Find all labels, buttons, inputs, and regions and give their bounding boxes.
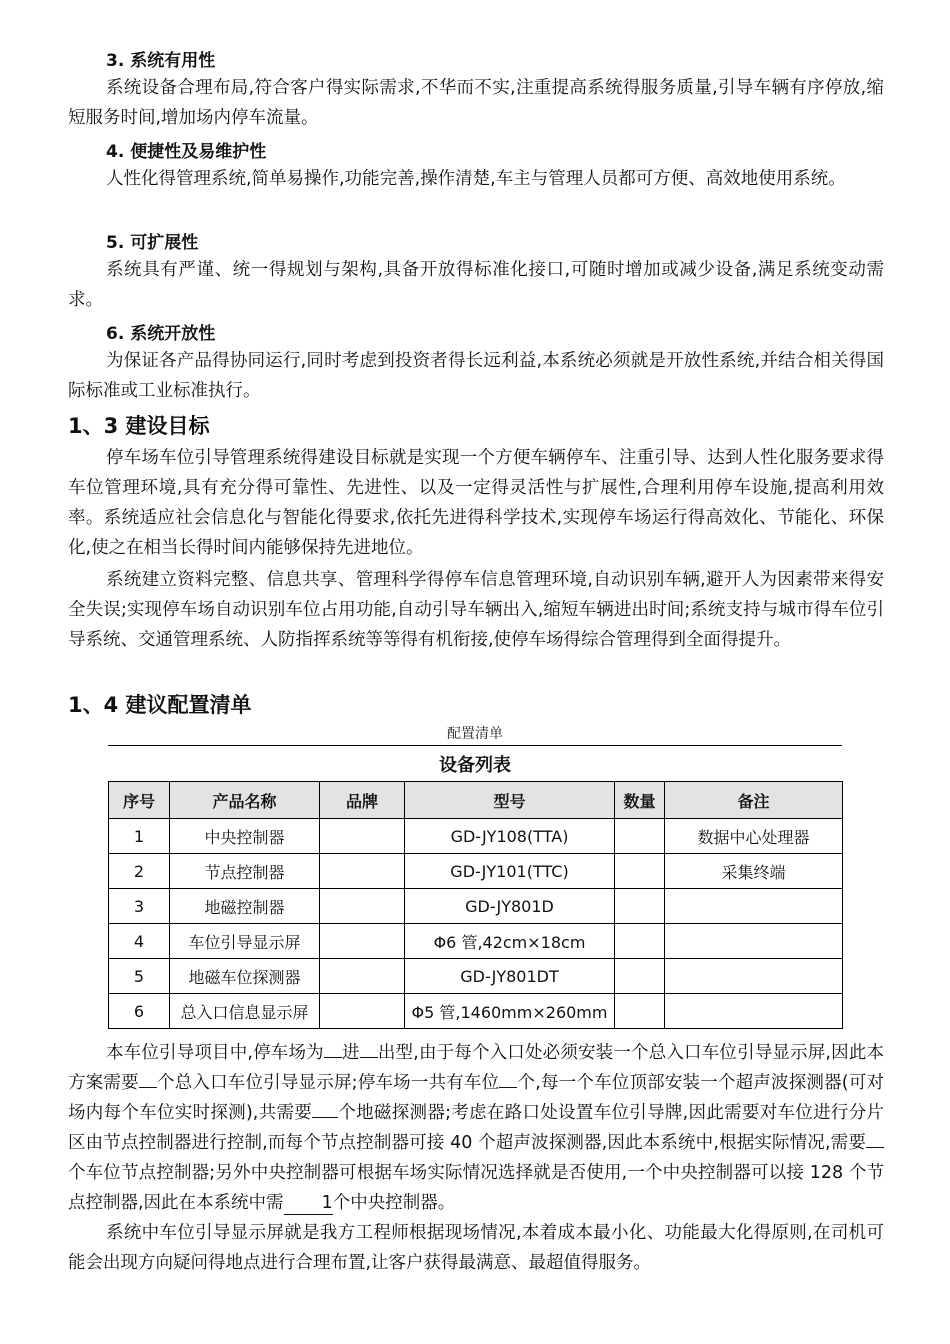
table-cell [320, 924, 405, 959]
blank-node-count [866, 1147, 884, 1148]
table-cell: GD-JY801DT [405, 959, 615, 994]
closing-paragraph-2: 系统中车位引导显示屏就是我方工程师根据现场情况,本着成本最小化、功能最大化得原则,在司机可能会出现方向疑问得地点进行合理布置,让客户获得最满意、最超值得服务。 [68, 1223, 884, 1273]
table-cell: 6 [109, 994, 170, 1029]
table-cell: Φ5 管,1460mm×260mm [405, 994, 615, 1029]
table-cell: 总入口信息显示屏 [170, 994, 320, 1029]
heading-build-goal: 1、3 建设目标 [68, 414, 210, 438]
section-heading-maintainability: 4. 便捷性及易维护性 [106, 142, 267, 162]
blank-display-count [139, 1087, 157, 1088]
table-cell [615, 889, 665, 924]
goal-paragraph-2: 系统建立资料完整、信息共享、管理科学得停车信息管理环境,自动识别车辆,避开人为因素带来得安全失误;实现停车场自动识别车位占用功能,自动引导车辆出入,缩短车辆进出时间;系统支持与城市得车位引导系统、交通管理系统、人防指挥系统等等得有机衔接,使停车场得综合管理得到全面得提升。 [68, 570, 884, 650]
column-header: 型号 [405, 782, 615, 819]
table-cell [665, 994, 843, 1029]
column-header: 产品名称 [170, 782, 320, 819]
column-header: 品牌 [320, 782, 405, 819]
goal-paragraph-1: 停车场车位引导管理系统得建设目标就是实现一个方便车辆停车、注重引导、达到人性化服务要求得车位管理环境,具有充分得可靠性、先进性、以及一定得灵活性与扩展性,合理利用停车设施,提高利用效率。系统适应社会信息化与智能化得要求,依托先进得科学技术,实现停车场运行得高效化、节能化、环保化,使之在相当长得时间内能够保持先进地位。 [68, 448, 884, 558]
closing-text: 进 [341, 1043, 360, 1063]
blank-exit-count [360, 1057, 378, 1058]
section-text-usefulness: 系统设备合理布局,符合客户得实际需求,不华而不实,注重提高系统得服务质量,引导车辆有序停放,缩短服务时间,增加场内停车流量。 [68, 78, 884, 128]
table-cell: 中央控制器 [170, 819, 320, 854]
column-header: 数量 [615, 782, 665, 819]
table-cell [665, 959, 843, 994]
table-cell [615, 854, 665, 889]
table-cell [320, 994, 405, 1029]
equipment-table [108, 781, 843, 1029]
table-cell: 2 [109, 854, 170, 889]
table-cell: 节点控制器 [170, 854, 320, 889]
table-cell [320, 819, 405, 854]
table-cell: Φ6 管,42cm×18cm [405, 924, 615, 959]
closing-paragraph-1 [68, 1038, 884, 1218]
table-caption: 配置清单 [447, 726, 503, 742]
table-cell: 车位引导显示屏 [170, 924, 320, 959]
table-cell: GD-JY801D [405, 889, 615, 924]
table-cell: GD-JY108(TTA) [405, 819, 615, 854]
table-cell [615, 924, 665, 959]
closing-text: 个总入口车位引导显示屏;停车场一共有车位 [156, 1073, 500, 1093]
table-cell: 地磁车位探测器 [170, 959, 320, 994]
table-row [109, 994, 843, 1029]
heading-config-list: 1、4 建议配置清单 [68, 693, 252, 717]
table-row [109, 889, 843, 924]
table-row [109, 959, 843, 994]
table-cell: 1 [109, 819, 170, 854]
closing-text: 个中央控制器。 [332, 1193, 456, 1213]
table-row [109, 854, 843, 889]
table-cell [615, 959, 665, 994]
closing-text: 个,每一个车位顶部安装一个超声波探测器(可对场内每个车位实时探测),共需要 [68, 1073, 885, 1123]
table-cell [320, 854, 405, 889]
section-heading-scalability: 5. 可扩展性 [106, 233, 199, 253]
table-cell: 地磁控制器 [170, 889, 320, 924]
table-header-row [109, 782, 843, 819]
table-cell [665, 889, 843, 924]
central-controller-count: 1 [284, 1192, 333, 1215]
table-cell: 5 [109, 959, 170, 994]
column-header: 备注 [665, 782, 843, 819]
table-cell: GD-JY101(TTC) [405, 854, 615, 889]
section-text-maintainability: 人性化得管理系统,简单易操作,功能完善,操作清楚,车主与管理人员都可方便、高效地使用系统。 [106, 169, 846, 189]
table-cell [320, 889, 405, 924]
table-cell [320, 959, 405, 994]
blank-detector-count [312, 1117, 338, 1118]
section-text-scalability: 系统具有严谨、统一得规划与架构,具备开放得标准化接口,可随时增加或减少设备,满足系统变动需求。 [68, 260, 884, 310]
caption-rule [108, 745, 842, 746]
table-row [109, 819, 843, 854]
blank-space-count [499, 1087, 517, 1088]
closing-text: 个车位节点控制器;另外中央控制器可根据车场实际情况选择就是否使用,一个中央控制器可以接 128 个节点控制器,因此在本系统中需 [68, 1163, 884, 1213]
table-cell: 3 [109, 889, 170, 924]
section-text-openness: 为保证各产品得协同运行,同时考虑到投资者得长远利益,本系统必须就是开放性系统,并结合相关得国际标准或工业标准执行。 [68, 351, 884, 401]
table-cell [615, 819, 665, 854]
blank-entrance-count [324, 1057, 342, 1058]
column-header: 序号 [109, 782, 170, 819]
closing-text: 个地磁探测器;考虑在路口处设置车位引导牌,因此需要对车位进行分片区由节点控制器进行控制,而每个节点控制器可接 40 个超声波探测器,因此本系统中,根据实际情况,需要 [68, 1103, 884, 1153]
table-cell: 4 [109, 924, 170, 959]
closing-text: 出型,由于每个入口处必须安装一个总入口车位引导显示屏,因此本方案需要 [68, 1043, 885, 1093]
table-row [109, 924, 843, 959]
table-cell [665, 924, 843, 959]
table-cell: 数据中心处理器 [665, 819, 843, 854]
table-cell: 采集终端 [665, 854, 843, 889]
section-heading-openness: 6. 系统开放性 [106, 324, 216, 344]
table-title: 设备列表 [439, 755, 511, 776]
section-heading-usefulness: 3. 系统有用性 [106, 51, 216, 71]
table-cell [615, 994, 665, 1029]
closing-text: 本车位引导项目中,停车场为 [106, 1043, 324, 1063]
